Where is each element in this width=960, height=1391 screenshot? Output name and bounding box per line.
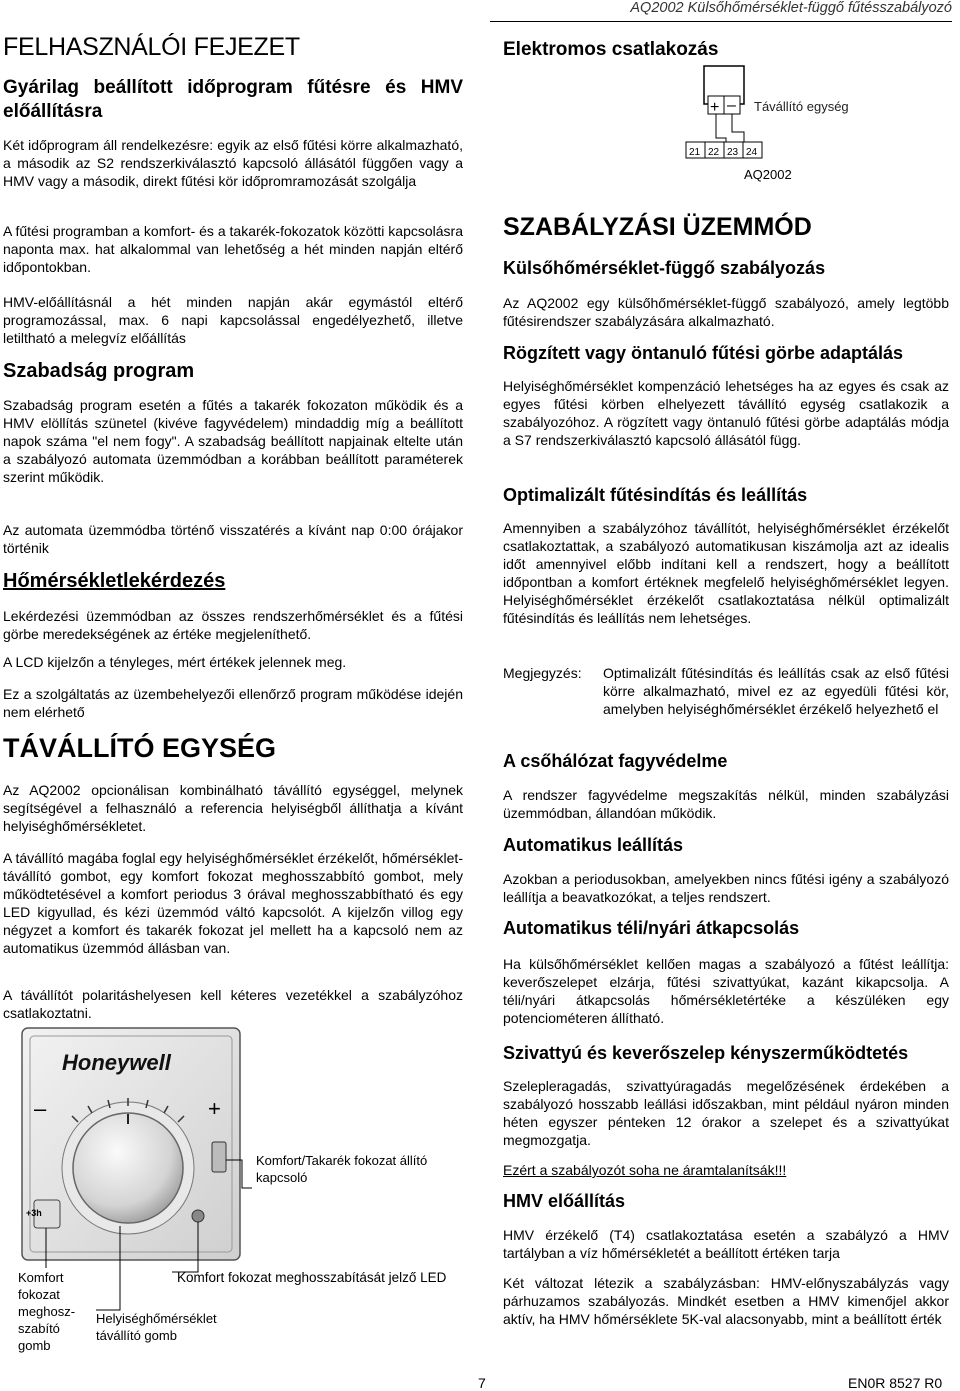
paragraph: Lekérdezési üzemmódban az összes rendszerhőmérséklet és a fűtési görbe meredekségének az értéke megjeleníthető. [3,608,463,642]
running-header: AQ2002 Külsőhőmérséklet-függő fűtésszabályozó [630,0,952,16]
page-number: 7 [478,1375,486,1391]
term-plus: + [710,99,720,116]
terminal-21: 21 [689,147,701,158]
paragraph: Szabadság program esetén a fűtés a takarék fokozaton működik és a HMV elöllítás szünetel (kivéve fagyvédelem) mindaddig míg a beállított napok száma "el nem fogy". A szabadság beállított napjainak eltelte után a szabályozó automata üzemmódban a korábban beállított paraméterek szerint működik. [3,397,463,485]
led-indicator [192,1210,204,1222]
note-text: Optimalizált fűtésindítás és leállítás csak az első fűtési körre alkalmazható, mivel ez az egyedüli fűtési kör, amelyben helyiséghőmérséklet érzékelő helyezhető el [603,665,949,717]
section-title-remote: TÁVÁLLÍTÓ EGYSÉG [3,733,277,763]
section-title-optimum: Optimalizált fűtésindítás és leállítás [503,485,808,505]
terminal-23: 23 [727,147,739,158]
section-title-frost: A csőhálózat fagyvédelme [503,751,728,771]
paragraph: A távállító magába foglal egy helyiséghőmérséklet érzékelőt, hőmérséklet-távállító gombot, egy komfort fokozat meghosszabbító gombot, mely működtetésével a komfort periodus 3 órával meghosszabbítható és egy LED kigyullad, és kézi üzemmód váltó kapcsolót. A kijelzőn villog egy négyzet a komfort és takarék fokozat jel mellett ha a kapcsoló nem az automatikus üzemmód állásban van. [3,850,463,956]
note-label: Megjegyzés: [503,665,582,681]
doc-code: EN0R 8527 R0 [848,1375,943,1391]
paragraph: Ez a szolgáltatás az üzembehelyezői ellenőrző program működése idején nem elérhető [3,686,463,720]
section-title-electrical: Elektromos csatlakozás [503,39,719,60]
remote-unit-label: Távállító egység [754,99,849,114]
plus-mark: + [208,1096,221,1121]
paragraph: Szelepleragadás, szivattyúragadás megelőzésének érdekében a szabályozó hosszabb leállási időszakban, mint például nyáron minden héten egyszer pénteken 12 órakor a szelepet és a szivattyúkat megmozgatja. [503,1078,949,1148]
wiring-diagram [640,60,880,190]
terminal-22: 22 [708,147,720,158]
paragraph: Amennyiben a szabályzóhoz távállítót, helyiséghőmérséklet érzékelőt csatlakoztattak, a szabályozó automatikusan kiszámolja azt az idealis időt amennyivel előbb indítani kell a rendszert, hogy a beállított időpontban a komfort értéknek megfelelő helyiséghőmérséklet legyen. Helyiséghőmérséklet érzékelőt csatlakoztatása nélkül optimalizált fűtésindítás és leállítás nem lehetséges. [503,520,949,626]
label-temp-knob: Helyiséghőmérséklet távállító gomb [96,1311,217,1343]
paragraph: A távállítót polaritáshelyesen kell kéteres vezetékkel a szabályzóhoz csatlakoztatni. [3,987,463,1021]
paragraph: Az automata üzemmódba történő visszatérés a kívánt nap 0:00 órájakor történik [3,522,463,556]
temperature-knob[interactable] [62,1102,194,1234]
section-title-holiday: Szabadság program [3,360,195,382]
section-title-timeprogram: Gyárilag beállított időprogram fűtésre és HMV előállításra [3,77,463,122]
minus-mark: – [34,1096,47,1121]
paragraph: Az AQ2002 opcionálisan kombinálható távállító egységgel, melynek segítségével a felhasználó a referencia helyiségből állíthatja a kívánt helyiséghőmérsékletet. [3,782,463,834]
paragraph: A fűtési programban a komfort- és a takarék-fokozatok közötti kapcsolásra naponta max. hat alkalommal van lehetőség a hét minden napján eltérő időpontokban. [3,223,463,275]
paragraph: A rendszer fagyvédelme megszakítás nélkül, minden szabályzási üzemmódban, állandóan működik. [503,787,949,821]
paragraph: HMV-előállításnál a hét minden napján akár egymástól eltérő programozással, max. 6 napi kapcsolással engedélyezhető, illetve letiltható a melegvíz előállítás [3,294,463,346]
section-title-summer-winter: Automatikus téli/nyári átkapcsolás [503,918,800,938]
chapter-title: FELHASZNÁLÓI FEJEZET [3,33,300,61]
paragraph: HMV érzékelő (T4) csatlakoztatása esetén a szabályzó a HMV tartályban a víz hőmérsékletét a beállított értéken tarja [503,1227,949,1261]
subtitle-outdoor: Külsőhőmérséklet-függő szabályozás [503,258,826,278]
paragraph: Ha külsőhőmérséklet kellően magas a szabályozó a fűtést leállítja: keverőszelepet elzárja, fűtési szivattyúkat, kazánt kikapcsolja. A téli/nyári átkapcsolás hőmérsékletértéke a készüléken egy potenciométeren állítható. [503,956,949,1026]
paragraph: Azokban a periodusokban, amelyekben nincs fűtési igény a szabályozó leállítja a beavatkozókat, a teljes rendszert. [503,871,949,905]
section-title-pump-exercise: Szivattyú és keverőszelep kényszerműködtetés [503,1043,909,1063]
label-comfort-button: Komfort fokozat meghosz-szabító gomb [18,1270,76,1353]
honeywell-logo: Honeywell [62,1050,171,1075]
label-mode-switch: Komfort/Takarék fokozat állító kapcsoló [256,1153,428,1185]
terminal-24: 24 [746,147,758,158]
plus-3h-label: +3h [26,1208,42,1218]
controller-label: AQ2002 [744,167,792,182]
section-title-dhw: HMV előállítás [503,1191,626,1211]
section-title-query: Hőmérsékletlekérdezés [3,570,226,592]
section-title-control-mode: SZABÁLYZÁSI ÜZEMMÓD [503,213,812,241]
paragraph: Az AQ2002 egy külsőhőmérséklet-függő szabályozó, amely legtöbb fűtésirendszer szabályzására alkalmazható. [503,295,949,329]
paragraph: Két időprogram áll rendelkezésre: egyik az első fűtési körre alkalmazható, a második az S2 rendszerkiválasztó kapcsoló állásától függően vagy a HMV vagy a második, direkt fűtési kör időpromramozását szolgálja [3,137,463,189]
term-minus: – [727,97,736,114]
warning-text: Ezért a szabályozót soha ne áramtalanítsák!!! [503,1162,787,1178]
paragraph: A LCD kijelzőn a tényleges, mért értékek jelennek meg. [3,654,347,670]
section-title-curve: Rögzített vagy öntanuló fűtési görbe adaptálás [503,343,904,363]
mode-switch[interactable] [212,1142,226,1172]
header-rule [490,21,952,22]
label-led: Komfort fokozat meghosszabítását jelző LED [177,1270,447,1285]
section-title-autostop: Automatikus leállítás [503,835,684,855]
paragraph: Két változat létezik a szabályzásban: HMV-előnyszabályzás vagy párhuzamos szabályozás. Mindkét esetben a HMV kimenőjel akkor aktív, ha HMV hőmérséklete 5K-val alacsonyabb, mint a beállított érték [503,1275,949,1327]
paragraph: Helyiséghőmérséklet kompenzáció lehetséges ha az egyes és csak az egyes fűtési körben elhelyezett távállító egység csatlakozik a szabályozóhoz. A rögzített vagy öntanuló fűtési görbe adaptálás módja a S7 rendszerkiválasztó kapcsoló állásától függ. [503,378,949,448]
